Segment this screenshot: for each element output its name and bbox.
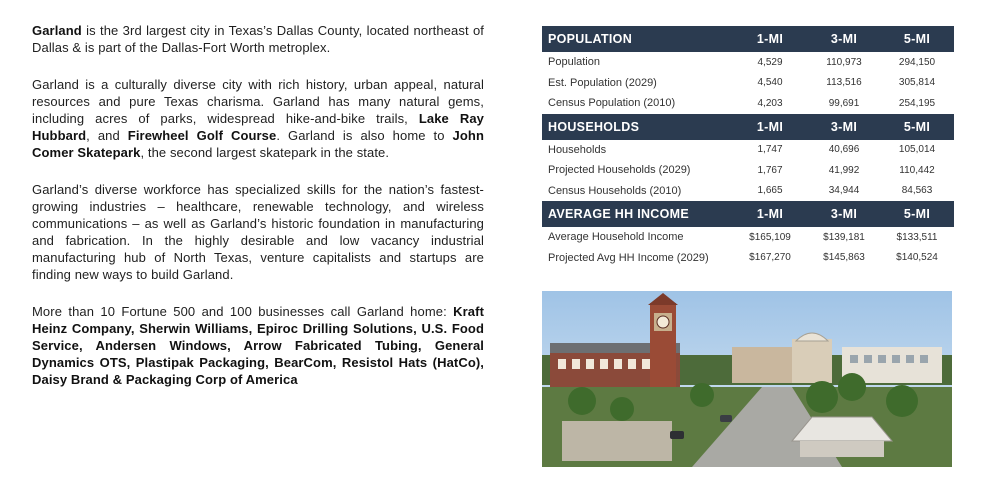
- row-label: Projected Households (2029): [548, 164, 691, 177]
- col-5mi-header: 5-MI: [880, 114, 954, 140]
- income-header: AVERAGE HH INCOME: [542, 201, 732, 227]
- intro-paragraph: [32, 22, 484, 56]
- row-label: Population: [548, 56, 600, 69]
- row-label: Census Households (2010): [548, 184, 682, 197]
- value-3mi: 40,696: [828, 144, 860, 156]
- households-header: HOUSEHOLDS: [542, 114, 732, 140]
- businesses-paragraph: [32, 303, 484, 388]
- demographics-panel: [542, 26, 954, 268]
- city-photo: [542, 291, 952, 467]
- text-run: Garland’s diverse workforce has specialized skills for the nation’s fastest-growing industries – healthcare, renewable technology, and wireless communications – as well as Garland’s historic foundation in manufacturing and fabrication. In the highly desirable and low vacancy industrial manufacturing hub of North Texas, venture capitalists and startups are finding new ways to build Garland.: [32, 182, 484, 282]
- table-row: [542, 140, 954, 161]
- col-1mi-header: 1-MI: [732, 201, 808, 227]
- households-header-row: [542, 114, 954, 140]
- col-3mi-header: 3-MI: [808, 26, 880, 52]
- table-row: [542, 248, 954, 269]
- row-label: Census Population (2010): [548, 97, 676, 110]
- table-row: [542, 73, 954, 94]
- table-row: [542, 227, 954, 248]
- col-5mi-header: 5-MI: [880, 201, 954, 227]
- text-run: , and: [86, 128, 128, 143]
- demographics-table: [542, 26, 954, 268]
- value-5mi: 84,563: [901, 185, 933, 197]
- value-5mi: 305,814: [898, 77, 936, 89]
- value-1mi: 1,665: [757, 185, 783, 197]
- table-row: [542, 160, 954, 181]
- bold-text: Kraft Heinz Company, Sherwin Williams, Epiroc Drilling Solutions, U.S. Food Service, Andersen Windows, Arrow Fabricated Tubing, General Dynamics OTS, Plastipak Packaging, BearCom, Resistol Hats (HatCo), Daisy Brand & Packaging Corp of America: [32, 304, 484, 387]
- value-3mi: 113,516: [826, 77, 862, 89]
- col-1mi-header: 1-MI: [732, 26, 808, 52]
- value-5mi: 294,150: [898, 56, 936, 68]
- value-3mi: 99,691: [828, 97, 860, 109]
- population-header: POPULATION: [542, 26, 732, 52]
- bold-text: Lake Ray Hubbard: [32, 111, 484, 143]
- value-3mi: 110,973: [826, 56, 862, 68]
- table-row: [542, 93, 954, 114]
- col-3mi-header: 3-MI: [808, 201, 880, 227]
- text-run: , the second largest skatepark in the state.: [140, 145, 390, 160]
- row-label: Average Household Income: [548, 231, 684, 244]
- culture-paragraph: [32, 76, 484, 161]
- value-5mi: $133,511: [896, 231, 938, 243]
- bold-text: Firewheel Golf Course: [127, 128, 277, 143]
- value-5mi: 254,195: [898, 97, 936, 109]
- value-5mi: $140,524: [896, 252, 938, 264]
- workforce-paragraph: [32, 181, 484, 283]
- text-run: . Garland is also home to: [276, 128, 453, 143]
- value-3mi: $139,181: [823, 231, 865, 243]
- text-run: More than 10 Fortune 500 and 100 businesses call Garland home:: [32, 304, 454, 319]
- value-3mi: $145,863: [823, 252, 865, 264]
- downtown-garland-illustration: [542, 291, 952, 467]
- income-header-row: [542, 201, 954, 227]
- value-1mi: $167,270: [749, 252, 791, 264]
- value-5mi: 105,014: [898, 144, 936, 156]
- col-1mi-header: 1-MI: [732, 114, 808, 140]
- text-run: Garland is a culturally diverse city with rich history, urban appeal, natural resources and pure Texas charisma. Garland has many natural gems, including acres of parks, widespread hike-and-bike trails,: [32, 77, 484, 126]
- value-1mi: 1,767: [757, 164, 783, 176]
- col-5mi-header: 5-MI: [880, 26, 954, 52]
- value-1mi: 1,747: [757, 144, 783, 156]
- value-3mi: 41,992: [828, 164, 860, 176]
- value-1mi: $165,109: [749, 231, 791, 243]
- text-run: is the 3rd largest city in Texas’s Dallas County, located northeast of Dallas & is part of the Dallas-Fort Worth metroplex.: [32, 23, 484, 55]
- value-5mi: 110,442: [899, 164, 935, 176]
- value-1mi: 4,540: [757, 77, 783, 89]
- value-1mi: 4,203: [757, 97, 783, 109]
- row-label: Households: [548, 143, 607, 156]
- value-1mi: 4,529: [757, 56, 783, 68]
- row-label: Projected Avg HH Income (2029): [548, 251, 709, 264]
- bold-text: Garland: [32, 23, 82, 38]
- population-header-row: [542, 26, 954, 52]
- table-row: [542, 52, 954, 73]
- row-label: Est. Population (2029): [548, 76, 657, 89]
- description-column: [32, 22, 484, 408]
- value-3mi: 34,944: [828, 185, 860, 197]
- col-3mi-header: 3-MI: [808, 114, 880, 140]
- bold-text: John Comer Skatepark: [32, 128, 484, 160]
- table-row: [542, 181, 954, 202]
